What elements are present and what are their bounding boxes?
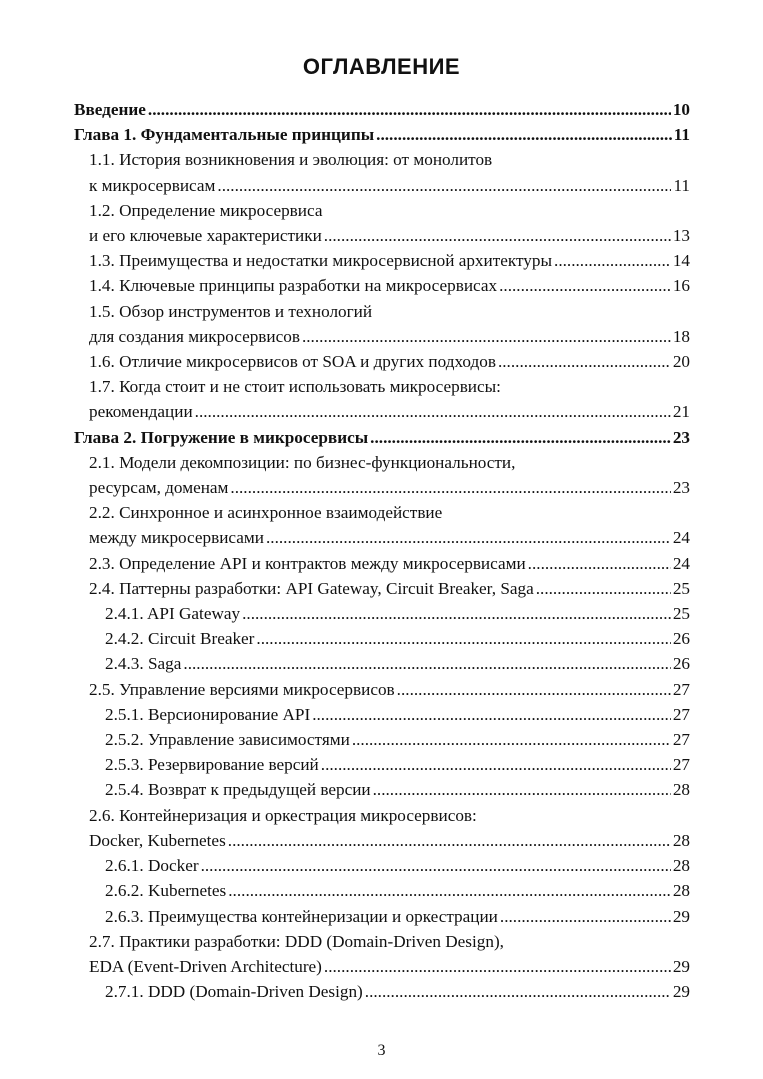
toc-section-entry[interactable] <box>74 677 690 702</box>
dot-leader <box>302 324 671 349</box>
toc-page-number: 26 <box>672 654 690 674</box>
toc-entry-line <box>89 399 690 424</box>
toc-page-number: 28 <box>672 830 690 850</box>
toc-entry-line <box>105 626 690 651</box>
dot-leader <box>217 173 671 198</box>
toc-entry-title: 2.5.4. Возврат к предыдущей версии <box>105 780 371 800</box>
toc-page-number: 26 <box>672 629 690 649</box>
toc-page-number: 27 <box>672 704 690 724</box>
dot-leader <box>498 349 671 374</box>
dot-leader <box>321 752 671 777</box>
dot-leader <box>324 954 671 979</box>
dot-leader <box>195 399 671 424</box>
toc-entry-title-line: 2.1. Модели декомпозиции: по бизнес-функциональности, <box>89 452 516 472</box>
toc-entry-line <box>105 777 690 802</box>
toc-section-entry[interactable] <box>74 904 690 929</box>
toc-page-number: 24 <box>672 528 690 548</box>
toc-section-entry[interactable] <box>74 601 690 626</box>
dot-leader <box>376 122 672 147</box>
toc-entry-title: 1.6. Отличие микросервисов от SOA и других подходов <box>89 352 496 372</box>
toc-entry-title: между микросервисами <box>89 528 264 548</box>
toc-page-number: 29 <box>672 982 690 1002</box>
toc-page-number: 28 <box>672 881 690 901</box>
dot-leader <box>312 702 671 727</box>
toc-page-number: 21 <box>672 402 690 422</box>
toc-section-entry[interactable] <box>74 727 690 752</box>
toc-section-entry[interactable] <box>74 248 690 273</box>
toc-page-number: 29 <box>672 956 690 976</box>
toc-entry-title: EDA (Event-Driven Architecture) <box>89 956 322 976</box>
toc-section-entry[interactable] <box>74 878 690 903</box>
toc-section-entry[interactable] <box>74 576 690 601</box>
toc-page-number: 27 <box>672 679 690 699</box>
toc-section-entry[interactable] <box>74 803 690 853</box>
toc-page-number: 16 <box>672 276 690 296</box>
dot-leader <box>370 425 671 450</box>
toc-entry-title: 2.4. Паттерны разработки: API Gateway, Circuit Breaker, Saga <box>89 578 534 598</box>
toc-entry-line <box>105 853 690 878</box>
page-number: 3 <box>377 1042 386 1059</box>
toc-section-entry[interactable] <box>74 450 690 500</box>
dot-leader <box>500 904 671 929</box>
dot-leader <box>183 651 670 676</box>
toc-section-entry[interactable] <box>74 651 690 676</box>
toc-entry-line <box>89 324 690 349</box>
toc-entry-line <box>89 677 690 702</box>
toc-entry-line <box>105 601 690 626</box>
toc-entry-title: рекомендации <box>89 402 193 422</box>
toc-entry-title: для создания микросервисов <box>89 326 300 346</box>
toc-section-entry[interactable] <box>74 929 690 979</box>
toc-section-entry[interactable] <box>74 752 690 777</box>
dot-leader <box>352 727 671 752</box>
toc-entry-line <box>89 349 690 374</box>
toc-entry-line <box>74 425 690 450</box>
toc-section-entry[interactable] <box>74 198 690 248</box>
toc-entry-title: 1.3. Преимущества и недостатки микросервисной архитектуры <box>89 251 553 271</box>
toc-entry-title-line: 1.1. История возникновения и эволюция: от монолитов <box>89 150 493 170</box>
toc-entry-line <box>105 752 690 777</box>
toc-page-number: 27 <box>672 730 690 750</box>
toc-entry-line <box>89 173 690 198</box>
toc-section-entry[interactable] <box>74 500 690 550</box>
toc-section-entry[interactable] <box>74 551 690 576</box>
toc-page-number: 27 <box>672 755 690 775</box>
toc-page-number: 11 <box>673 175 690 195</box>
page-title: ОГЛАВЛЕНИЕ <box>302 54 461 79</box>
dot-leader <box>230 475 670 500</box>
toc-entry-title-line: 2.7. Практики разработки: DDD (Domain-Driven Design), <box>89 931 504 951</box>
toc-section-entry[interactable] <box>74 626 690 651</box>
dot-leader <box>499 273 671 298</box>
toc-entry-title-line: 2.2. Синхронное и асинхронное взаимодействие <box>89 503 443 523</box>
toc-section-entry[interactable] <box>74 702 690 727</box>
dot-leader <box>324 223 671 248</box>
dot-leader <box>201 853 671 878</box>
toc-entry-title: Глава 2. Погружение в микросервисы <box>74 427 369 447</box>
toc-entry-title: и его ключевые характеристики <box>89 226 322 246</box>
toc-entry-title: 2.3. Определение API и контрактов между микросервисами <box>89 553 526 573</box>
toc-entry-title: 2.6.2. Kubernetes <box>105 881 227 901</box>
toc-chapter-entry[interactable] <box>74 425 690 450</box>
toc-entry-title: Введение <box>74 100 146 119</box>
toc-page-number: 20 <box>672 352 690 372</box>
dot-leader <box>554 248 671 273</box>
toc-entry-title: 2.4.3. Saga <box>105 654 182 674</box>
toc-entry-title: 1.4. Ключевые принципы разработки на микросервисах <box>89 276 498 296</box>
toc-entry-title: 2.5.3. Резервирование версий <box>105 755 319 775</box>
toc-page-number: 23 <box>672 478 690 498</box>
toc-page-number: 28 <box>672 780 690 800</box>
toc-page-number: 23 <box>672 427 690 447</box>
toc-entry-line <box>89 954 690 979</box>
toc-entry-line <box>89 248 690 273</box>
toc-entry-line <box>89 551 690 576</box>
dot-leader <box>536 576 671 601</box>
toc-entry-line <box>105 904 690 929</box>
toc-entry-line <box>89 525 690 550</box>
toc-section-entry[interactable] <box>74 777 690 802</box>
toc-page-number: 25 <box>672 578 690 598</box>
dot-leader <box>242 601 671 626</box>
dot-leader <box>148 97 671 122</box>
toc-section-entry[interactable] <box>74 979 690 1004</box>
toc-entry-line <box>89 273 690 298</box>
toc-section-entry[interactable] <box>74 299 690 349</box>
dot-leader <box>266 525 671 550</box>
dot-leader <box>365 979 671 1004</box>
toc-page-number: 28 <box>672 856 690 876</box>
table-of-contents <box>74 97 690 1004</box>
toc-page-number: 13 <box>672 226 690 246</box>
dot-leader <box>397 677 671 702</box>
toc-entry-title: 2.6.1. Docker <box>105 856 199 876</box>
dot-leader <box>373 777 671 802</box>
dot-leader <box>228 828 671 853</box>
toc-section-entry[interactable] <box>74 853 690 878</box>
dot-leader <box>256 626 670 651</box>
toc-page-number: 18 <box>672 326 690 346</box>
toc-entry-line <box>89 223 690 248</box>
toc-entry-title: к микросервисам <box>89 175 216 195</box>
toc-section-entry[interactable] <box>74 273 690 298</box>
toc-entry-title: 2.5.2. Управление зависимостями <box>105 730 350 750</box>
toc-section-entry[interactable] <box>74 349 690 374</box>
toc-entry-line <box>89 475 690 500</box>
toc-page-number: 25 <box>672 604 690 624</box>
toc-page-number: 11 <box>673 125 690 145</box>
toc-entry-line <box>89 828 690 853</box>
toc-entry-line <box>74 122 690 147</box>
toc-page-number: 10 <box>672 100 690 119</box>
toc-entry-title: ресурсам, доменам <box>89 478 229 498</box>
toc-entry-title: 2.4.1. API Gateway <box>105 604 241 624</box>
toc-entry-title: 2.5.1. Версионирование API <box>105 704 311 724</box>
toc-entry-title: Глава 1. Фундаментальные принципы <box>74 125 375 145</box>
toc-entry-title: 2.5. Управление версиями микросервисов <box>89 679 395 699</box>
dot-leader <box>228 878 671 903</box>
toc-entry-line <box>89 576 690 601</box>
dot-leader <box>528 551 671 576</box>
toc-chapter-entry[interactable] <box>74 97 690 122</box>
toc-entry-title: 2.4.2. Circuit Breaker <box>105 629 255 649</box>
toc-entry-line <box>105 878 690 903</box>
toc-entry-title: Docker, Kubernetes <box>89 830 226 850</box>
toc-page-number: 14 <box>672 251 690 271</box>
toc-entry-line <box>105 651 690 676</box>
toc-entry-title: 2.6.3. Преимущества контейнеризации и оркестрации <box>105 906 498 926</box>
toc-entry-line <box>105 979 690 1004</box>
toc-section-entry[interactable] <box>74 374 690 424</box>
toc-entry-title: 2.7.1. DDD (Domain-Driven Design) <box>105 982 363 1002</box>
toc-page-number: 24 <box>672 553 690 573</box>
toc-chapter-entry[interactable] <box>74 122 690 147</box>
toc-entry-title-line: 1.2. Определение микросервиса <box>89 200 323 220</box>
toc-entry-title-line: 2.6. Контейнеризация и оркестрация микросервисов: <box>89 805 477 825</box>
toc-entry-line <box>74 97 690 122</box>
toc-entry-line <box>105 702 690 727</box>
toc-section-entry[interactable] <box>74 147 690 197</box>
toc-page-number: 29 <box>672 906 690 926</box>
toc-entry-line <box>105 727 690 752</box>
toc-entry-title-line: 1.7. Когда стоит и не стоит использовать микросервисы: <box>89 377 501 397</box>
toc-entry-title-line: 1.5. Обзор инструментов и технологий <box>89 301 373 321</box>
